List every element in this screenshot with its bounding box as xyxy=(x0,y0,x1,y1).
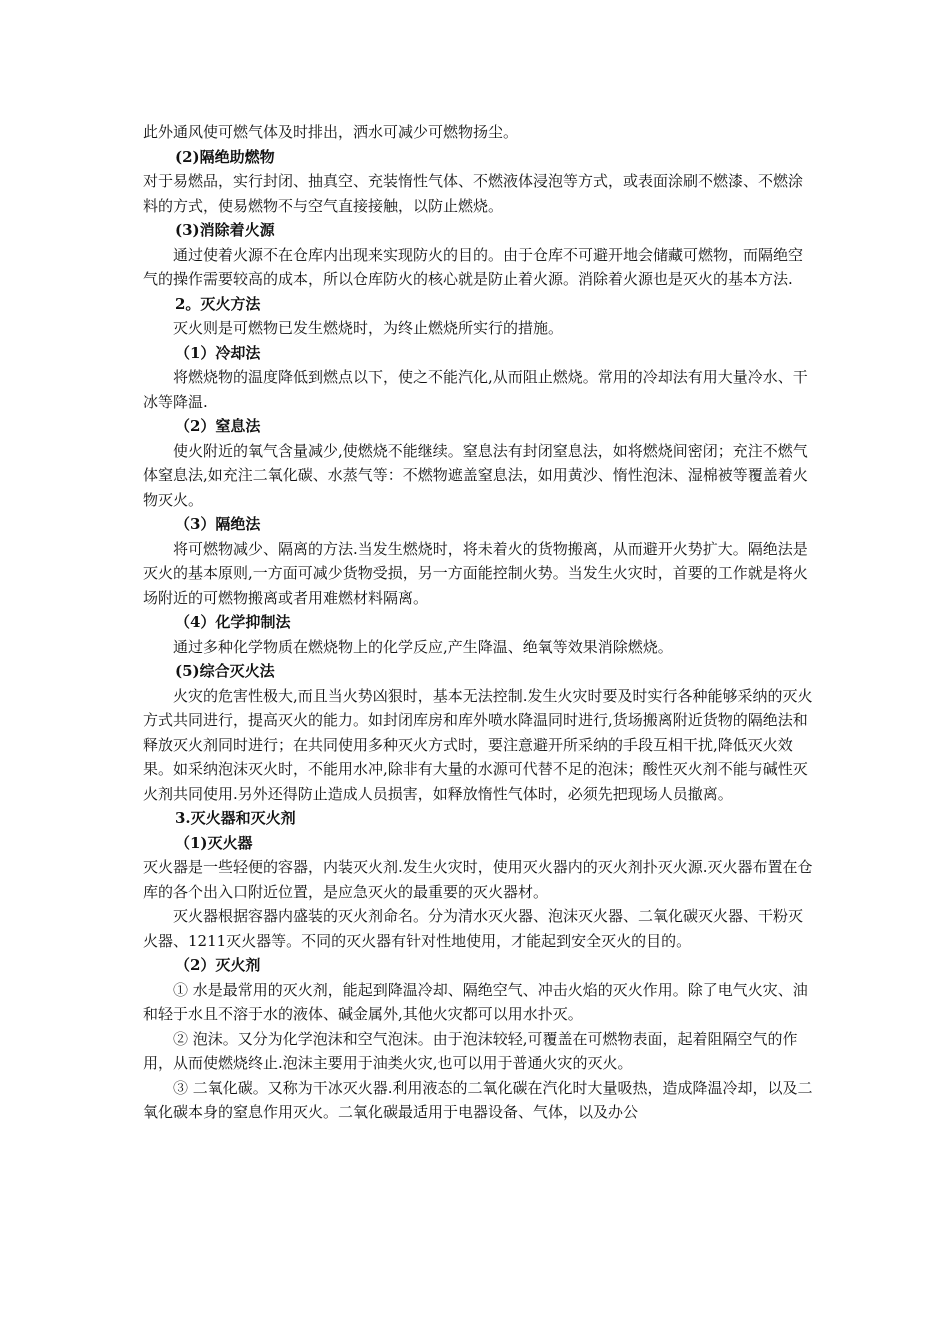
section-heading: 3.灭火器和灭火剂 xyxy=(175,809,296,827)
document-page xyxy=(143,120,813,1125)
subsection-heading: (5)综合灭火法 xyxy=(175,662,275,680)
subsection-heading: （1）冷却法 xyxy=(175,343,261,362)
paragraph: 通过使着火源不在仓库内出现来实现防火的目的。由于仓库不可避开地会储藏可燃物，而隔绝空气的操作需要较高的成本，所以仓库防火的核心就是防止着火源。消除着火源也是灭火的基本方法. xyxy=(143,245,804,288)
paragraph: ③ 二氧化碳。又称为干冰灭火器.利用液态的二氧化碳在汽化时大量吸热，造成降温冷却，以及二氧化碳本身的窒息作用灭火。二氧化碳最适用于电器设备、气体，以及办公 xyxy=(143,1078,813,1121)
paragraph: 此外通风使可燃气体及时排出，洒水可减少可燃物扬尘。 xyxy=(143,123,519,141)
subsection-heading: （2）灭火剂 xyxy=(175,956,261,974)
section-heading: 2。灭火方法 xyxy=(175,294,261,313)
subsection-heading: （4）化学抑制法 xyxy=(175,613,291,631)
paragraph: 火灾的危害性极大,而且当火势凶狠时，基本无法控制.发生火灾时要及时实行各种能够采纳的灭火方式共同进行，提高灭火的能力。如封闭库房和库外喷水降温同时进行,货场搬离附近货物的隔绝法和释放灭火剂同时进行；在共同使用多种灭火方式时，要注意避开所采纳的手段互相干扰,降低灭火效果。如采纳泡沫灭火时，不能用水冲,除非有大量的水源可代替不足的泡沫；酸性灭火剂不能与碱性灭火剂共同使用.另外还得防止造成人员损害，如释放惰性气体时，必须先把现场人员撤离。 xyxy=(143,686,813,803)
paragraph: 灭火则是可燃物已发生燃烧时，为终止燃烧所实行的措施。 xyxy=(173,319,564,337)
paragraph: 灭火器根据容器内盛装的灭火剂命名。分为清水灭火器、泡沫灭火器、二氧化碳灭火器、干粉灭火器、1211灭火器等。不同的灭火器有针对性地使用，才能起到安全灭火的目的。 xyxy=(143,907,804,950)
paragraph: ② 泡沫。又分为化学泡沫和空气泡沫。由于泡沫较轻,可覆盖在可燃物表面，起着阻隔空气的作用，从而使燃烧终止.泡沫主要用于油类火灾,也可以用于普通火灾的灭火。 xyxy=(143,1029,798,1072)
subsection-heading: （2）窒息法 xyxy=(175,417,261,435)
paragraph: 对于易燃品，实行封闭、抽真空、充装惰性气体、不燃液体浸泡等方式，或表面涂刷不燃漆、不燃涂料的方式，使易燃物不与空气直接接触，以防止燃烧。 xyxy=(143,172,804,215)
section-heading: (3)消除着火源 xyxy=(175,221,275,239)
subsection-heading: （3）隔绝法 xyxy=(175,515,261,533)
paragraph: 将可燃物减少、隔离的方法.当发生燃烧时，将未着火的货物搬离，从而避开火势扩大。隔绝法是灭火的基本原则,一方面可减少货物受损，另一方面能控制火势。当发生火灾时，首要的工作就是将火场附近的可燃物搬离或者用难燃材料隔离。 xyxy=(143,539,808,607)
subsection-heading: （1)灭火器 xyxy=(175,833,253,852)
section-heading: (2)隔绝助燃物 xyxy=(175,147,275,166)
paragraph: 将燃烧物的温度降低到燃点以下，使之不能汽化,从而阻止燃烧。常用的冷却法有用大量冷水、干冰等降温. xyxy=(143,368,808,411)
paragraph: 灭火器是一些轻便的容器，内装灭火剂.发生火灾时，使用灭火器内的灭火剂扑灭火源.灭火器布置在仓库的各个出入口附近位置，是应急灭火的最重要的灭火器材。 xyxy=(143,858,813,901)
paragraph: 使火附近的氧气含量减少,使燃烧不能继续。窒息法有封闭窒息法，如将燃烧间密闭；充注不燃气体窒息法,如充注二氧化碳、水蒸气等：不燃物遮盖窒息法，如用黄沙、惰性泡沫、湿棉被等覆盖着火物灭火。 xyxy=(143,441,808,509)
paragraph: ① 水是最常用的灭火剂，能起到降温冷却、隔绝空气、冲击火焰的灭火作用。除了电气火灾、油和轻于水且不溶于水的液体、碱金属外,其他火灾都可以用水扑灭。 xyxy=(143,980,808,1023)
paragraph: 通过多种化学物质在燃烧物上的化学反应,产生降温、绝氧等效果消除燃烧。 xyxy=(173,637,673,656)
